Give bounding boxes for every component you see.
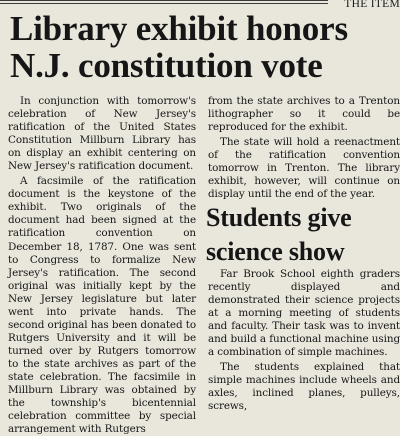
story1-paragraph-3: The state will hold a reenactment of the ratification convention tomorrow in Trenton. The library exhibit, however, will continue on display until the end of the year. [208,136,400,201]
story1-headline-line-2: N.J. constitution vote [10,46,323,85]
story1-left-column [8,95,196,436]
story1-paragraph-2: A facsimile of the ratification document is the keystone of the exhibit. Two originals of the document had been signed at the ratification convention on December 18, 1787. One was sent to Congress to formalize New Jersey's ratification. The second original was initially kept by the New Jersey legislature but later went into private hands. The second original has been donated to Rutgers University and it will be turned over by Rutgers tomorrow to the state archives as part of the state celebration. The facsimile in Millburn Library was obtained by the township's bicentennial celebration committee by special arrangement with Rutgers [8,175,196,436]
story2-headline [206,201,400,269]
story2-paragraph-1: Far Brook School eighth graders recently displayed and demonstrated their science projects at a morning meeting of students and faculty. Their task was to invent and build a functional machine using a combination of simple machines. [208,268,400,359]
story1-headline [10,10,400,84]
story2-column [208,268,400,414]
story2-headline-line-1: Students give [206,203,352,232]
story1-right-column [208,95,400,201]
story2-paragraph-2: The students explained that simple machines include wheels and axles, inclined planes, pulleys, screws, [208,361,400,413]
story1-paragraph-1: In conjunction with tomorrow's celebration of New Jersey's ratification of the United States Constitution Millburn Library has on display an exhibit centering on New Jersey's ratification document. [8,95,196,173]
masthead: THE ITEM [344,0,400,10]
story1-headline-line-1: Library exhibit honors [10,9,348,48]
top-rule [0,0,328,4]
story1-continued-paragraph: from the state archives to a Trenton lithographer so it could be reproduced for the exhibit. [208,95,400,134]
story2-headline-line-2: science show [206,237,345,266]
